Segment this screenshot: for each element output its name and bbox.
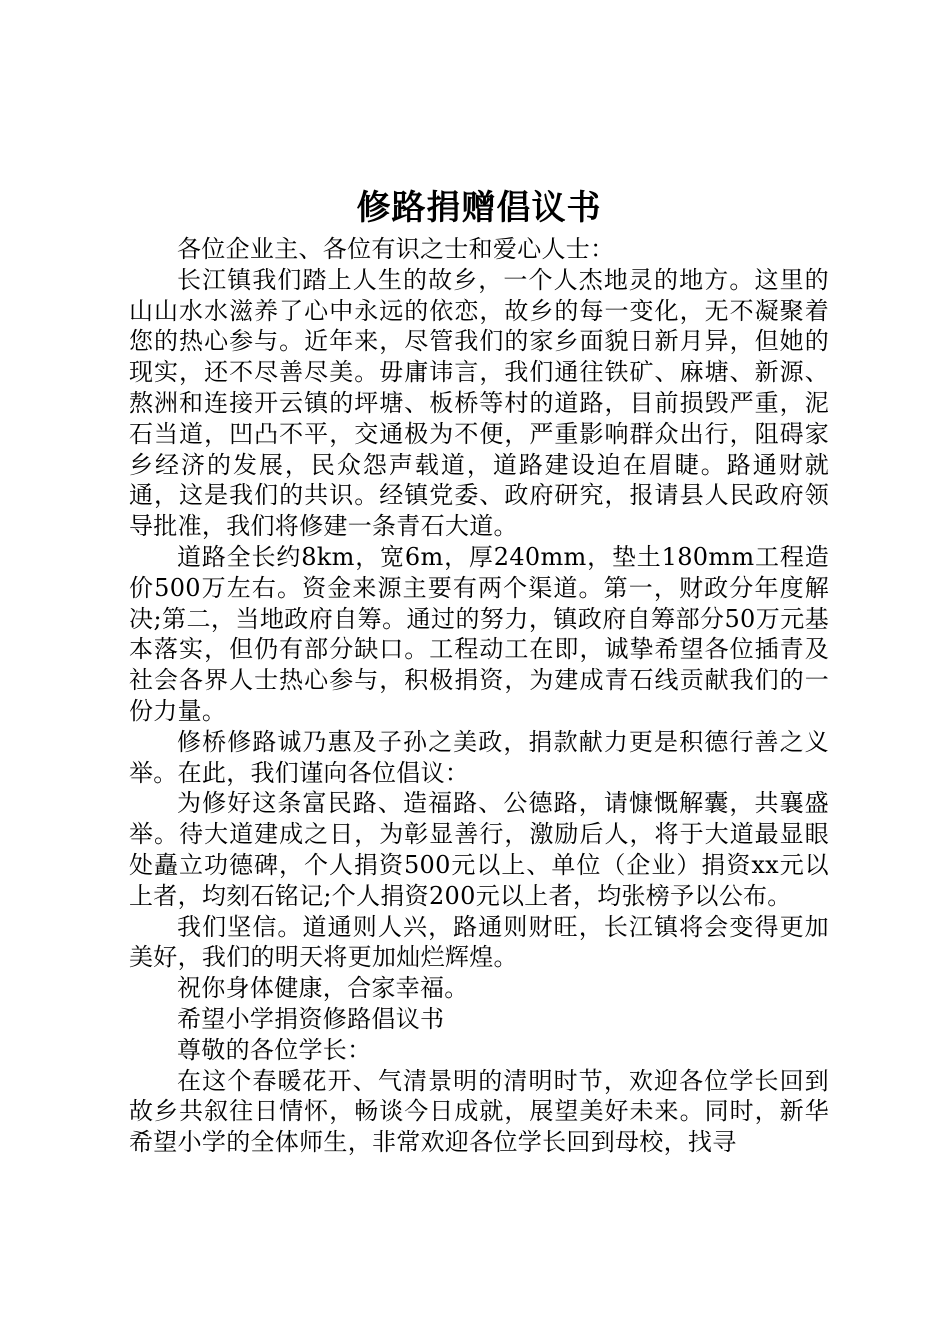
salutation-paragraph: 各位企业主、各位有识之士和爱心人士： — [177, 235, 615, 263]
body-paragraph: 长江镇我们踏上人生的故乡，一个人杰地灵的地方。这里的山山水水滋养了心中永远的依恋，故乡的每一变化，无不凝聚着您的热心参与。近年来，尽管我们的家乡面貌日新月异，但她的现实，还不尽善尽美。毋庸讳言，我们通往铁矿、麻塘、新源、熬洲和连接开云镇的坪塘、板桥等村的道路，目前损毁严重，泥石当道，凹凸不平，交通极为不便，严重影响群众出行，阻碍家乡经济的发展，民众怨声载道，道路建设迫在眉睫。路通财就通，这是我们的共识。经镇党委、政府研究，报请县人民政府领导批准，我们将修建一条青石大道。 — [129, 265, 829, 541]
second-letter-salutation: 尊敬的各位学长： — [177, 1035, 372, 1064]
body-paragraph: 在这个春暖花开、气清景明的清明时节，欢迎各位学长回到故乡共叙往日情怀，畅谈今日成就，展望美好未来。同时，新华希望小学的全体师生，非常欢迎各位学长回到母校，找寻 — [129, 1066, 829, 1157]
body-paragraph: 我们坚信。道通则人兴，路通则财旺，长江镇将会变得更加美好，我们的明天将更加灿烂辉煌。 — [129, 912, 829, 972]
document-page — [129, 182, 829, 1158]
document-title: 修路捐赠倡议书 — [356, 188, 602, 228]
body-paragraph: 道路全长约8km，宽6m，厚240mm，垫土180mm工程造价500万左右。资金来源主要有两个渠道。第一，财政分年度解决;第二，当地政府自筹。通过的努力，镇政府自筹部分50万元基本落实，但仍有部分缺口。工程动工在即，诚挚希望各位插青及社会各界人士热心参与，积极捐资，为建成青石线贡献我们的一份力量。 — [129, 542, 829, 725]
closing-paragraph: 祝你身体健康，合家幸福。 — [177, 974, 469, 1003]
body-paragraph: 为修好这条富民路、造福路、公德路，请慷慨解囊，共襄盛举。待大道建成之日，为彰显善行，激励后人，将于大道最显眼处矗立功德碑，个人捐资500元以上、单位（企业）捐资xx元以上者，均刻石铭记;个人捐资200元以上者，均张榜予以公布。 — [129, 789, 829, 910]
second-letter-title: 希望小学捐资修路倡议书 — [177, 1004, 445, 1033]
body-paragraph: 修桥修路诚乃惠及子孙之美政，捐款献力更是积德行善之义举。在此，我们谨向各位倡议： — [129, 727, 829, 787]
